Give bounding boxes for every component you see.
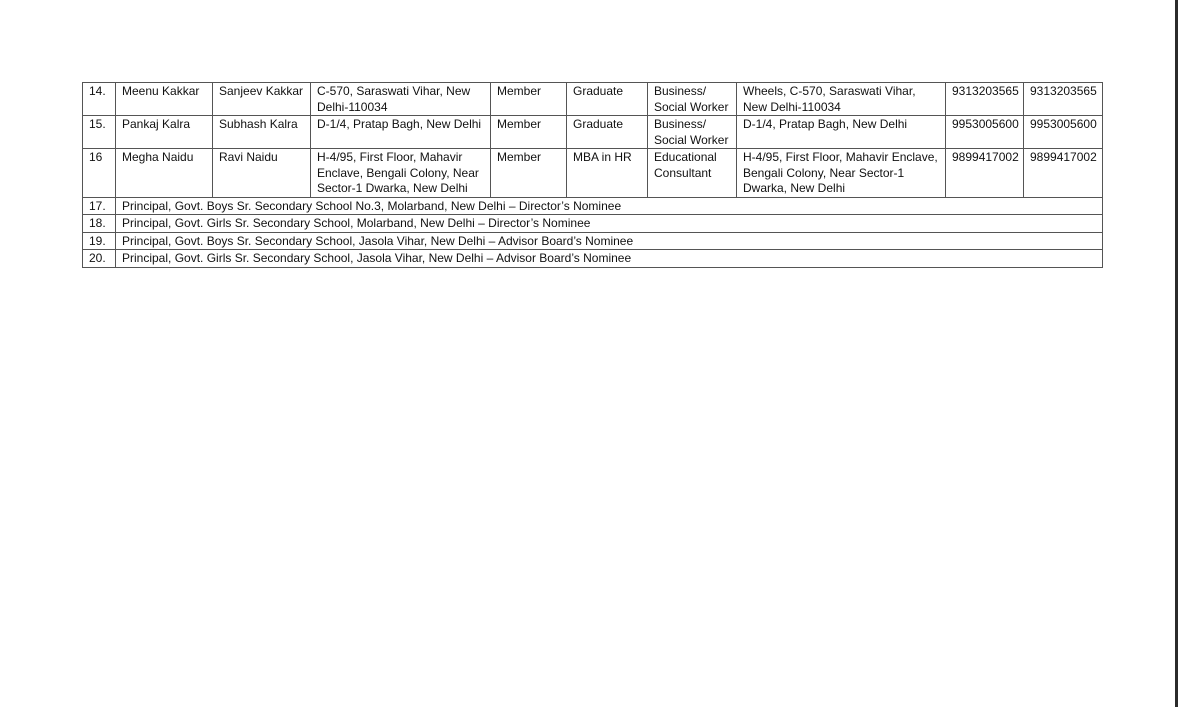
serial-number-cell: 16	[83, 149, 116, 198]
table-row	[83, 215, 1103, 233]
serial-number-cell: 17.	[83, 197, 116, 215]
occupation-cell: Business/ Social Worker	[648, 83, 737, 116]
nominee-description-cell: Principal, Govt. Girls Sr. Secondary School, Jasola Vihar, New Delhi – Advisor Board’s Nominee	[116, 250, 1103, 268]
table-row	[83, 197, 1103, 215]
table-row	[83, 149, 1103, 198]
office-address-cell: H-4/95, First Floor, Mahavir Enclave, Bengali Colony, Near Sector-1 Dwarka, New Delhi	[737, 149, 946, 198]
nominee-description-cell: Principal, Govt. Girls Sr. Secondary School, Molarband, New Delhi – Director’s Nominee	[116, 215, 1103, 233]
office-address-cell: D-1/4, Pratap Bagh, New Delhi	[737, 116, 946, 149]
nominee-description-cell: Principal, Govt. Boys Sr. Secondary School No.3, Molarband, New Delhi – Director’s Nominee	[116, 197, 1103, 215]
designation-cell: Member	[491, 149, 567, 198]
office-address-cell: Wheels, C-570, Saraswati Vihar, New Delhi-110034	[737, 83, 946, 116]
table-row	[83, 116, 1103, 149]
occupation-cell: Business/ Social Worker	[648, 116, 737, 149]
relative-name-cell: Ravi Naidu	[213, 149, 311, 198]
relative-name-cell: Sanjeev Kakkar	[213, 83, 311, 116]
qualification-cell: Graduate	[567, 116, 648, 149]
table-row	[83, 232, 1103, 250]
mobile-cell: 9899417002	[1024, 149, 1103, 198]
mobile-cell: 9313203565	[1024, 83, 1103, 116]
serial-number-cell: 20.	[83, 250, 116, 268]
nominee-description-cell: Principal, Govt. Boys Sr. Secondary School, Jasola Vihar, New Delhi – Advisor Board’s Nominee	[116, 232, 1103, 250]
serial-number-cell: 14.	[83, 83, 116, 116]
phone-cell: 9953005600	[946, 116, 1024, 149]
qualification-cell: MBA in HR	[567, 149, 648, 198]
serial-number-cell: 18.	[83, 215, 116, 233]
phone-cell: 9899417002	[946, 149, 1024, 198]
residential-address-cell: D-1/4, Pratap Bagh, New Delhi	[311, 116, 491, 149]
designation-cell: Member	[491, 116, 567, 149]
committee-members-table	[82, 82, 1103, 268]
designation-cell: Member	[491, 83, 567, 116]
residential-address-cell: C-570, Saraswati Vihar, New Delhi-110034	[311, 83, 491, 116]
relative-name-cell: Subhash Kalra	[213, 116, 311, 149]
mobile-cell: 9953005600	[1024, 116, 1103, 149]
member-name-cell: Megha Naidu	[116, 149, 213, 198]
occupation-cell: Educational Consultant	[648, 149, 737, 198]
residential-address-cell: H-4/95, First Floor, Mahavir Enclave, Bengali Colony, Near Sector-1 Dwarka, New Delhi	[311, 149, 491, 198]
member-name-cell: Meenu Kakkar	[116, 83, 213, 116]
serial-number-cell: 19.	[83, 232, 116, 250]
member-name-cell: Pankaj Kalra	[116, 116, 213, 149]
table-row	[83, 250, 1103, 268]
table-row	[83, 83, 1103, 116]
qualification-cell: Graduate	[567, 83, 648, 116]
serial-number-cell: 15.	[83, 116, 116, 149]
phone-cell: 9313203565	[946, 83, 1024, 116]
